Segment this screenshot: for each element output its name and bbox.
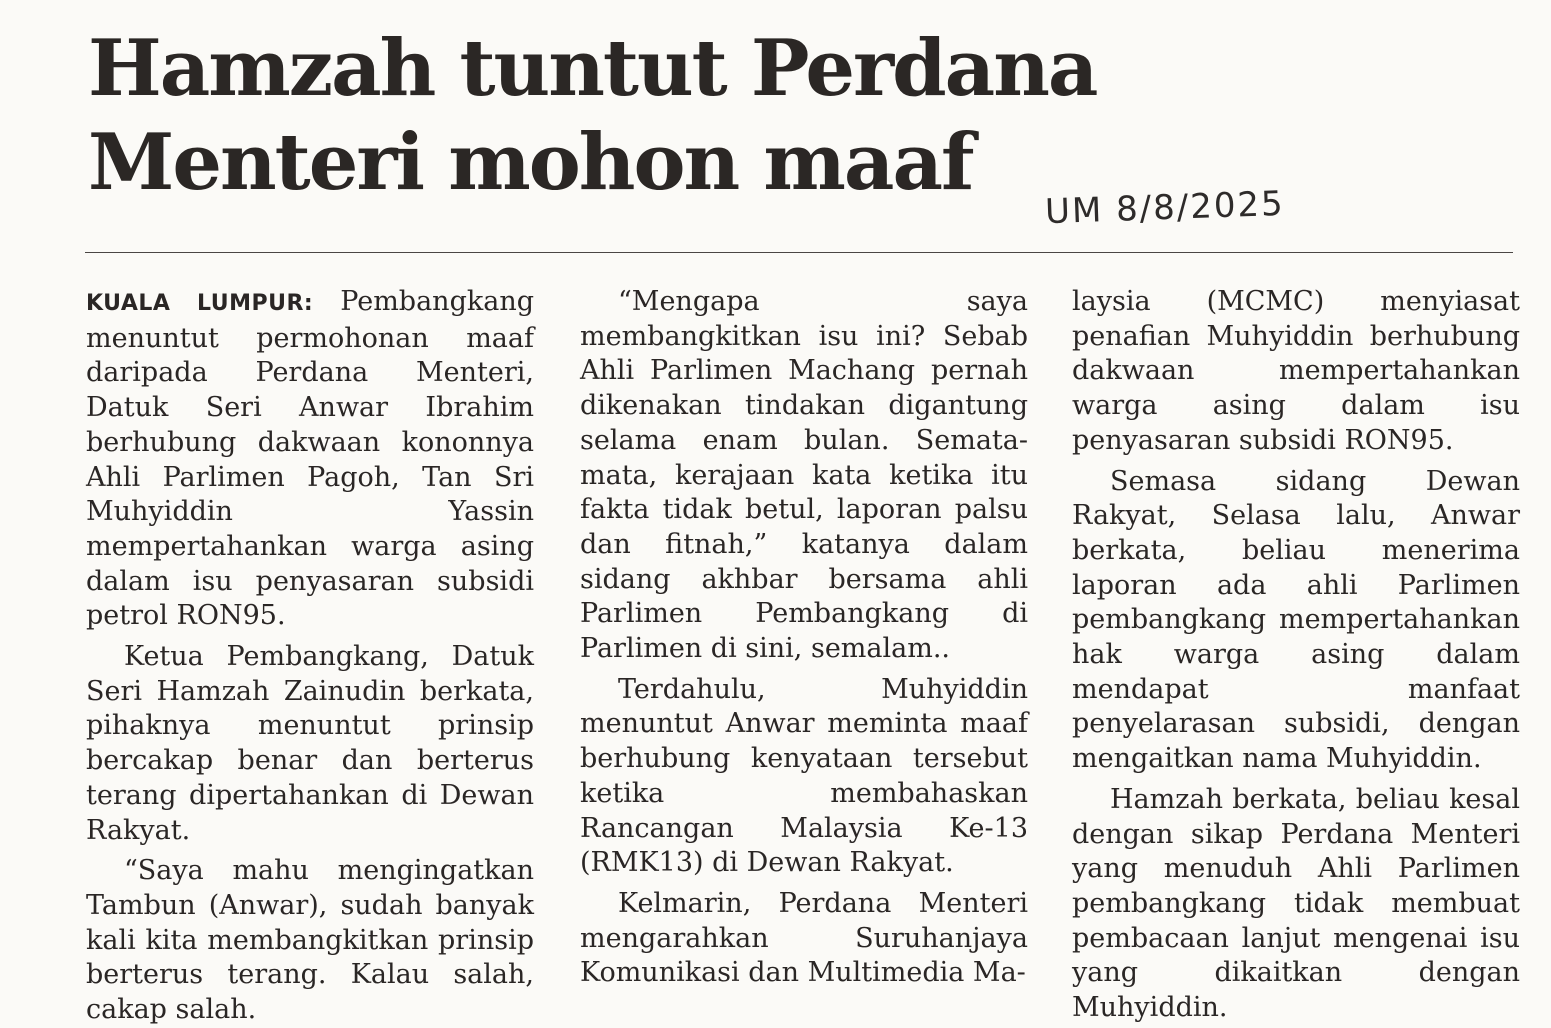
article-column-2 xyxy=(580,285,1028,991)
headline-divider xyxy=(85,252,1513,253)
paragraph xyxy=(86,285,534,634)
article-column-3 xyxy=(1072,285,1520,1026)
paragraph: Terdahulu, Muhyiddin menuntut Anwar meminta maaf berhubung kenyataan tersebut ketika membahaskan Rancangan Malaysia Ke-13 (RMK13) di Dewan Rakyat. xyxy=(580,673,1028,879)
headline xyxy=(88,22,1148,210)
paragraph: laysia (MCMC) menyiasat penafian Muhyiddin berhubung dakwaan mempertahankan warga asing dalam isu penyasaran subsidi RON95. xyxy=(1072,286,1520,456)
paragraph: “Saya mahu mengingatkan Tambun (Anwar), sudah banyak kali kita membangkitkan prinsip berterus terang. Kalau salah, cakap salah. xyxy=(86,855,534,1026)
paragraph: Semasa sidang Dewan Rakyat, Selasa lalu, Anwar berkata, beliau menerima laporan ada ahli Parlimen pembangkang mempertahankan hak warga asing dalam mendapat manfaat penyelarasan subsidi, dengan mengaitkan nama Muhyiddin. xyxy=(1072,465,1520,775)
article-column-1 xyxy=(86,285,534,1028)
paragraph-text: Pembangkang menuntut permohonan maaf daripada Perdana Menteri, Datuk Seri Anwar Ibrahim berhubung dakwaan kononnya Ahli Parlimen Pagoh, Tan Sri Muhyiddin Yassin mempertahankan warga asing dalam isu penyasaran subsidi petrol RON95. xyxy=(86,286,534,632)
handwritten-date-note: UM 8/8/2025 xyxy=(1044,183,1286,233)
paragraph: Kelmarin, Perdana Menteri mengarahkan Suruhanjaya Komunikasi dan Multimedia Ma- xyxy=(580,887,1028,989)
paragraph: Hamzah berkata, beliau kesal dengan sikap Perdana Menteri yang menuduh Ahli Parlimen pembangkang tidak membuat pembacaan lanjut mengenai isu yang dikaitkan dengan Muhyiddin. xyxy=(1072,783,1520,1024)
paragraph: “Mengapa saya membangkitkan isu ini? Sebab Ahli Parlimen Machang pernah dikenakan tindakan digantung selama enam bulan. Semata-mata, kerajaan kata ketika itu fakta tidak betul, laporan palsu dan fitnah,” katanya dalam sidang akhbar bersama ahli Parlimen Pembangkang di Parlimen di sini, semalam.. xyxy=(580,286,1028,665)
headline-line-1: Hamzah tuntut Perdana xyxy=(88,23,1097,114)
headline-line-2: Menteri mohon maaf xyxy=(88,117,973,208)
paragraph: Ketua Pembangkang, Datuk Seri Hamzah Zainudin berkata, pihaknya menuntut prinsip bercakap benar dan berterus terang dipertahankan di Dewan Rakyat. xyxy=(86,641,534,846)
dateline: KUALA LUMPUR: xyxy=(86,291,314,316)
